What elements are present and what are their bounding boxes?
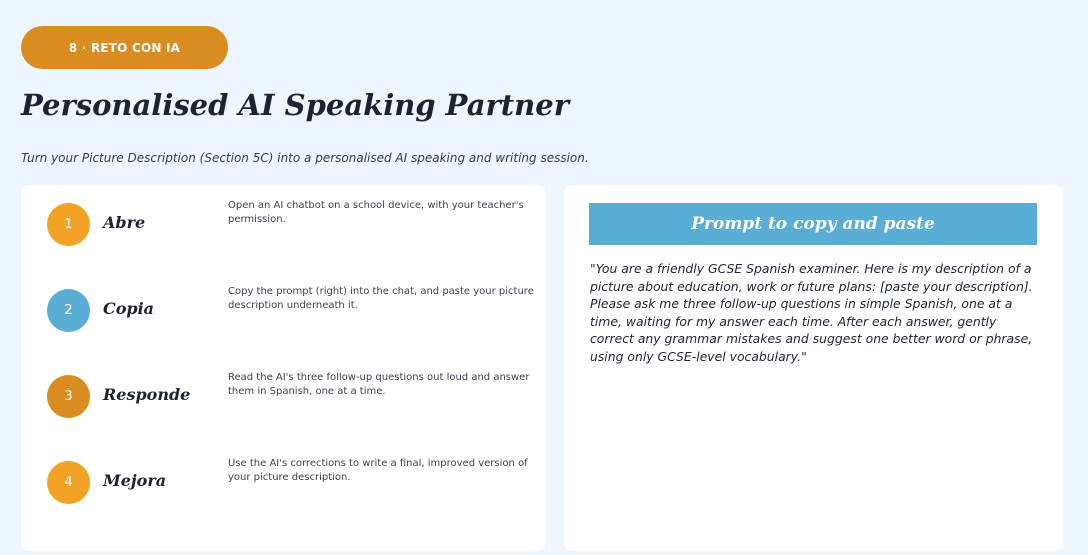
section-badge: 8 · RETO CON IA: [21, 26, 228, 69]
step-number-badge: 2: [47, 289, 90, 332]
step-item-abre: [21, 185, 546, 245]
prompt-panel: [564, 185, 1063, 551]
steps-panel: [21, 185, 546, 551]
step-item-mejora: [21, 443, 546, 503]
page-subtitle: Turn your Picture Description (Section 5C) into a personalised AI speaking and writing session.: [21, 151, 589, 165]
step-number-badge: 4: [47, 461, 90, 504]
step-name: Responde: [103, 385, 191, 404]
prompt-text[interactable]: "You are a friendly GCSE Spanish examiner. Here is my description of a picture about education, work or future plans: [paste your description]. Please ask me three follow-up questions in simple Spanish, one at a time, waiting for my answer each time. After each answer, gently correct any grammar mistakes and suggest one better word or phrase, using only GCSE-level vocabulary.": [590, 261, 1033, 364]
step-description: Use the AI's corrections to write a final, improved version of your picture description.: [228, 458, 528, 483]
step-description: Read the AI's three follow-up questions out loud and answer them in Spanish, one at a time.: [228, 372, 530, 397]
step-name: Mejora: [103, 471, 167, 490]
prompt-heading: Prompt to copy and paste: [589, 203, 1037, 245]
step-item-copia: [21, 271, 546, 331]
step-name: Abre: [103, 213, 146, 232]
step-description: Copy the prompt (right) into the chat, and paste your picture description underneath it.: [228, 286, 534, 311]
page-title: Personalised AI Speaking Partner: [21, 88, 569, 122]
step-number-badge: 1: [47, 203, 90, 246]
step-number-badge: 3: [47, 375, 90, 418]
step-name: Copia: [103, 299, 155, 318]
step-item-responde: [21, 357, 546, 417]
step-description: Open an AI chatbot on a school device, with your teacher's permission.: [228, 200, 524, 225]
